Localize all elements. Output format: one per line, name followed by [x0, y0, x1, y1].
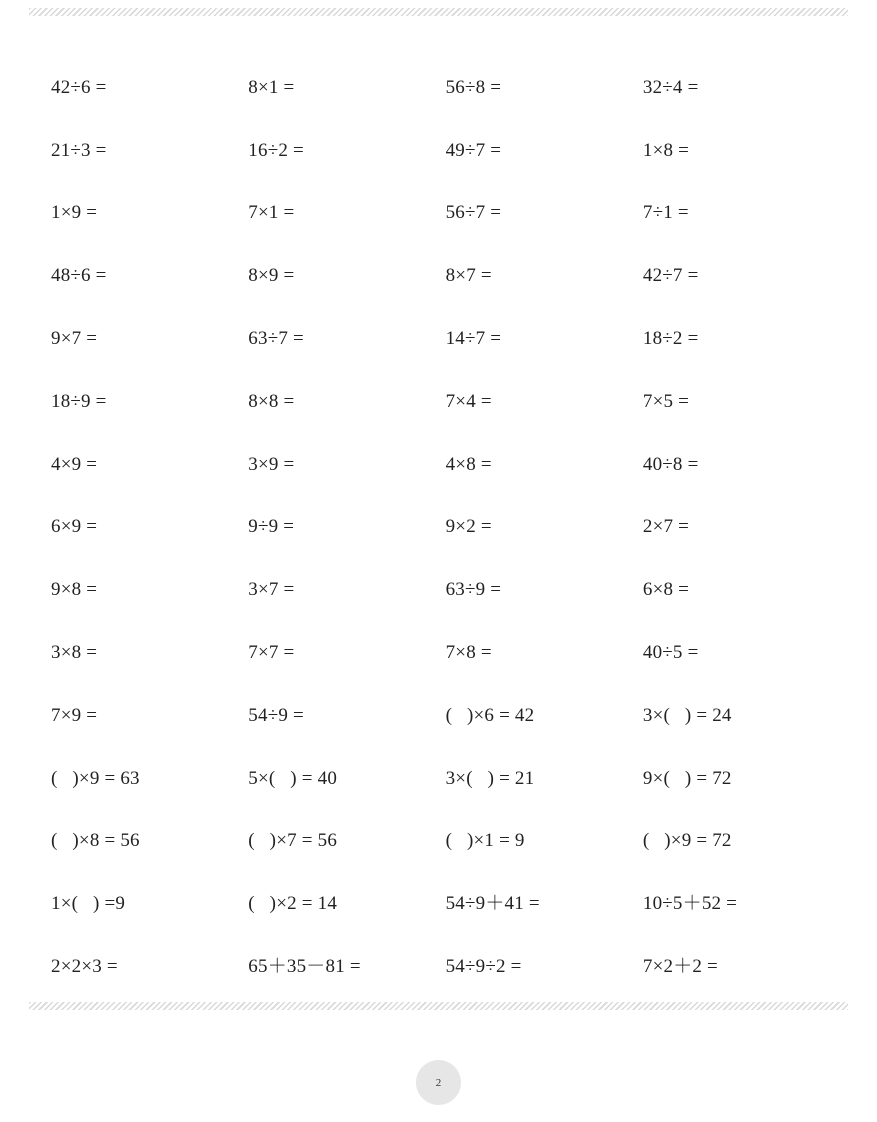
- problem: 5×( ) = 40: [248, 767, 338, 789]
- problem: 9×2 =: [445, 516, 492, 538]
- problem: ( )×6 = 42: [445, 704, 535, 726]
- problem: 3×( ) = 21: [445, 767, 535, 789]
- problem: 8×7 =: [445, 265, 492, 287]
- problem: 54÷9 =: [248, 704, 304, 726]
- problem: 1×( ) =9: [51, 893, 126, 915]
- problem: 32÷4 =: [642, 76, 699, 98]
- problem: 3×( ) = 24: [642, 704, 732, 726]
- problem: ( )×2 = 14: [248, 893, 338, 915]
- problem-row: [51, 182, 851, 245]
- problem: 6×8 =: [642, 579, 690, 601]
- problem: 40÷5 =: [642, 642, 699, 664]
- problem: 1×8 =: [642, 139, 690, 161]
- problem-row: [51, 244, 851, 307]
- page-number: 2: [435, 1076, 442, 1089]
- problem: ( )×1 = 9: [445, 830, 525, 852]
- problem: 18÷2 =: [642, 328, 699, 350]
- problem: 42÷6 =: [51, 76, 107, 98]
- problem: 2×7 =: [642, 516, 690, 538]
- problem: ( )×9 = 63: [51, 767, 140, 789]
- top-decorative-border: [29, 8, 848, 16]
- problem: 4×8 =: [445, 453, 492, 475]
- problem-row: [51, 56, 851, 119]
- problem: 9×( ) = 72: [642, 767, 732, 789]
- problem: 21÷3 =: [51, 139, 107, 161]
- problem: 18÷9 =: [51, 390, 107, 412]
- problem: 8×9 =: [248, 265, 295, 287]
- problem: 7÷1 =: [642, 202, 689, 224]
- problem: 3×8 =: [51, 642, 98, 664]
- problem-row: [51, 747, 851, 810]
- problem: 63÷7 =: [248, 328, 304, 350]
- problem-row: [51, 307, 851, 370]
- problem: 65＋35－81 =: [248, 956, 361, 978]
- problem: 56÷7 =: [445, 202, 502, 224]
- problem: 7×1 =: [248, 202, 295, 224]
- problem-row: [51, 370, 851, 433]
- problem-row: [51, 119, 851, 182]
- problem: ( )×9 = 72: [642, 830, 732, 852]
- problem: 8×8 =: [248, 390, 295, 412]
- problem: 6×9 =: [51, 516, 98, 538]
- problem-row: [51, 433, 851, 496]
- problem-row: [51, 935, 851, 998]
- problem: 48÷6 =: [51, 265, 107, 287]
- page-number-badge: [416, 1060, 461, 1105]
- problem: 2×2×3 =: [51, 956, 118, 978]
- problem-row: [51, 496, 851, 559]
- problem: 1×9 =: [51, 202, 98, 224]
- problem: 7×4 =: [445, 390, 492, 412]
- problem: 3×9 =: [248, 453, 295, 475]
- problem: 7×8 =: [445, 642, 492, 664]
- problem: 14÷7 =: [445, 328, 502, 350]
- problem: 16÷2 =: [248, 139, 304, 161]
- problem: 63÷9 =: [445, 579, 502, 601]
- problem: 8×1 =: [248, 76, 295, 98]
- problem: 7×7 =: [248, 642, 295, 664]
- problem: 54÷9÷2 =: [445, 956, 522, 978]
- problem: 40÷8 =: [642, 453, 699, 475]
- bottom-decorative-border: [29, 1002, 848, 1010]
- problem-row: [51, 810, 851, 873]
- problem-row: [51, 872, 851, 935]
- problem-row: [51, 684, 851, 747]
- problem-row: [51, 621, 851, 684]
- problem: ( )×7 = 56: [248, 830, 338, 852]
- problem: 9×7 =: [51, 328, 98, 350]
- problem: 10÷5＋52 =: [642, 893, 738, 915]
- arithmetic-problem-grid: [51, 56, 851, 998]
- problem: 9×8 =: [51, 579, 98, 601]
- problem: 49÷7 =: [445, 139, 502, 161]
- problem: 7×2＋2 =: [642, 956, 718, 978]
- problem: 56÷8 =: [445, 76, 502, 98]
- problem: 9÷9 =: [248, 516, 295, 538]
- problem-row: [51, 558, 851, 621]
- problem: 3×7 =: [248, 579, 295, 601]
- problem: 7×5 =: [642, 390, 690, 412]
- problem: 54÷9＋41 =: [445, 893, 540, 915]
- problem: ( )×8 = 56: [51, 830, 140, 852]
- problem: 4×9 =: [51, 453, 98, 475]
- problem: 42÷7 =: [642, 265, 699, 287]
- problem: 7×9 =: [51, 704, 98, 726]
